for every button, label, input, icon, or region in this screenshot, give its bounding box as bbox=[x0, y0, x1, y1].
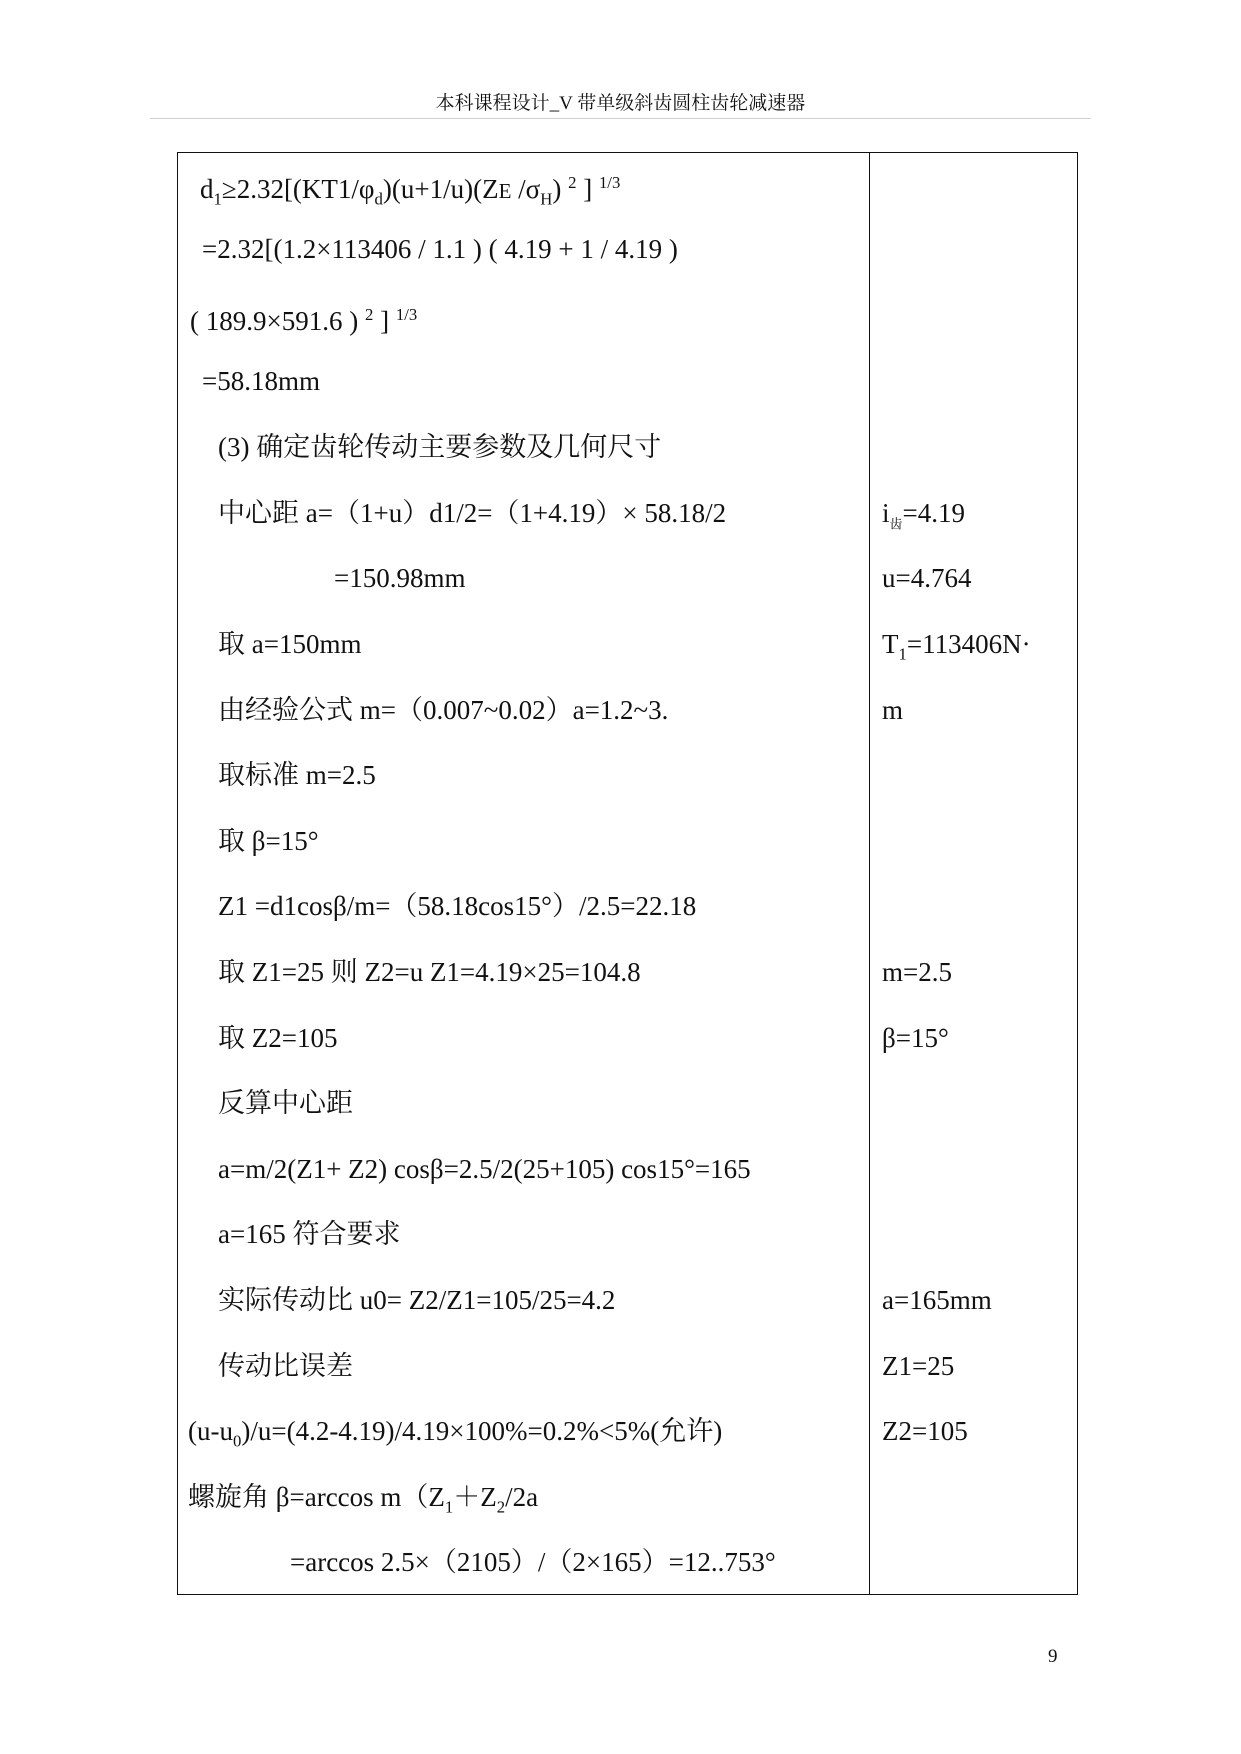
result-beta: β=15° bbox=[882, 1023, 949, 1053]
formula-line-2: =2.32[(1.2×113406 / 1.1 ) ( 4.19 + 1 / 4.19 ) bbox=[202, 234, 678, 264]
result-sub: 1 bbox=[898, 644, 907, 664]
standard-m-line: 取标准 m=2.5 bbox=[218, 760, 376, 790]
formula-sub: 1 bbox=[213, 189, 222, 209]
section-heading: (3) 确定齿轮传动主要参数及几何尺寸 bbox=[218, 432, 662, 462]
formula-sup: 2 bbox=[568, 173, 577, 192]
formula-text: (u-u bbox=[188, 1416, 233, 1446]
requirement-line: a=165 符合要求 bbox=[218, 1219, 401, 1249]
formula-text: /σ bbox=[511, 174, 541, 204]
empirical-formula-line: 由经验公式 m=（0.007~0.02）a=1.2~3. bbox=[218, 695, 669, 725]
result-i bbox=[882, 496, 965, 541]
formula-sub: 0 bbox=[232, 1431, 242, 1451]
beta-line: 取 β=15° bbox=[218, 826, 319, 856]
formula-sup: 2 bbox=[364, 305, 374, 324]
helix-angle-line bbox=[188, 1480, 538, 1524]
result-text: i bbox=[882, 498, 890, 528]
z1-calc-line: Z1 =d1cosβ/m=（58.18cos15°）/2.5=22.18 bbox=[218, 891, 697, 921]
column-divider bbox=[869, 152, 870, 1595]
formula-line-1 bbox=[200, 166, 620, 216]
actual-ratio-line: 实际传动比 u0= Z2/Z1=105/25=4.2 bbox=[218, 1285, 616, 1315]
formula-text: ] bbox=[576, 174, 599, 204]
formula-sub: 1 bbox=[444, 1497, 454, 1517]
ratio-error-line bbox=[188, 1414, 722, 1458]
result-sub: 齿 bbox=[889, 516, 903, 532]
result-a: a=165mm bbox=[882, 1285, 992, 1315]
z2-calc-line: 取 Z1=25 则 Z2=u Z1=4.19×25=104.8 bbox=[218, 957, 641, 987]
formula-text: ) bbox=[552, 174, 569, 204]
formula-text: /2a bbox=[505, 1482, 539, 1512]
take-z2-line: 取 Z2=105 bbox=[218, 1023, 338, 1053]
result-m: m=2.5 bbox=[882, 957, 952, 987]
result-z2: Z2=105 bbox=[882, 1416, 968, 1446]
formula-text: d bbox=[200, 174, 214, 204]
page-number: 9 bbox=[1048, 1646, 1058, 1667]
result-text: =4.19 bbox=[902, 498, 966, 528]
formula-sub: H bbox=[540, 189, 553, 209]
center-distance-line: 中心距 a=（1+u）d1/2=（1+4.19）× 58.18/2 bbox=[218, 498, 727, 528]
helix-angle-result: =arccos 2.5×（2105）/（2×165）=12..753° bbox=[290, 1547, 776, 1577]
recalc-formula-line: a=m/2(Z1+ Z2) cosβ=2.5/2(25+105) cos15°=165 bbox=[218, 1154, 751, 1184]
formula-text: E bbox=[498, 179, 512, 203]
result-text: =113406N· bbox=[906, 629, 1031, 659]
ratio-error-heading: 传动比误差 bbox=[218, 1351, 353, 1381]
result-text: T bbox=[882, 629, 899, 659]
result-z1: Z1=25 bbox=[882, 1351, 955, 1381]
formula-sub: d bbox=[374, 189, 383, 209]
result-u: u=4.764 bbox=[882, 563, 972, 593]
take-a-line: 取 a=150mm bbox=[218, 629, 362, 659]
result-t1 bbox=[882, 627, 1031, 671]
formula-sup: 1/3 bbox=[395, 305, 418, 324]
formula-sup: 1/3 bbox=[598, 173, 621, 192]
center-distance-result: =150.98mm bbox=[334, 563, 466, 593]
formula-text: ＋Z bbox=[453, 1482, 497, 1512]
formula-text: )(u+1/u)(Z bbox=[382, 174, 499, 204]
formula-text: )/u=(4.2-4.19)/4.19×100%=0.2%<5%(允许) bbox=[241, 1416, 723, 1446]
page-header: 本科课程设计_V 带单级斜齿圆柱齿轮减速器 bbox=[435, 93, 806, 114]
formula-line-3 bbox=[190, 298, 417, 338]
formula-text: ≥2.32[(KT1/φ bbox=[221, 174, 375, 204]
formula-text: ( 189.9×591.6 ) bbox=[190, 306, 365, 336]
formula-text: 螺旋角 β=arccos m（Z bbox=[188, 1482, 445, 1512]
formula-line-4: =58.18mm bbox=[202, 366, 320, 396]
formula-sub: 2 bbox=[496, 1497, 506, 1517]
formula-text: ] bbox=[373, 306, 396, 336]
recalc-heading: 反算中心距 bbox=[218, 1088, 353, 1118]
header-rule bbox=[150, 118, 1091, 119]
result-t1-unit: m bbox=[882, 695, 904, 725]
